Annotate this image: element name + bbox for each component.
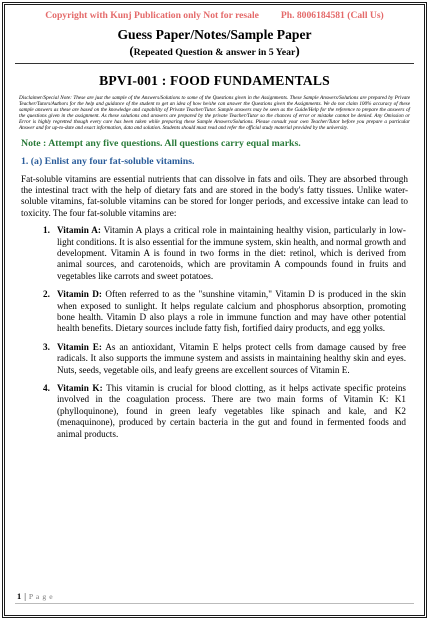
vitamin-list xyxy=(15,225,414,440)
vitamin-name: Vitamin E: xyxy=(57,341,102,352)
list-item xyxy=(43,289,406,335)
vitamin-description: Often referred to as the "sunshine vitamin," Vitamin D is produced in the skin when exposed to sunlight. It helps regulate calcium and phosphorus absorption, promoting bone health. Vitamin D also plays a role in immune function and may have other potential health benefits. Dietary sources include fatty fish, fortified dairy products, and egg yolks. xyxy=(57,289,406,334)
answer-intro: Fat-soluble vitamins are essential nutrients that can dissolve in fats and oils. They are absorbed through the intestinal tract with the help of dietary fats and are stored in the body's fatty tissues. Unlike water-soluble vitamins, fat-soluble vitamins can be stored for longer periods, and excessive intake can lead to toxicity. The four fat-soluble vitamins are: xyxy=(21,173,408,218)
list-item xyxy=(43,225,406,282)
repeat-text: Repeated Question & answer in 5 Year xyxy=(133,47,296,58)
list-item-number: 1. xyxy=(43,225,50,236)
repeat-open-paren: ( xyxy=(129,43,134,58)
vitamin-name: Vitamin K: xyxy=(57,383,103,394)
vitamin-name: Vitamin A: xyxy=(57,225,101,236)
list-item-number: 3. xyxy=(43,341,50,352)
repeat-close-paren: ) xyxy=(295,43,300,58)
list-item xyxy=(43,383,406,440)
vitamin-description: Vitamin A plays a critical role in maintaining healthy vision, particularly in low-light conditions. It is also essential for the immune system, skin health, and normal growth and development. Vitamin A is found in two forms in the diet: retinol, which is derived from animal sources, and carotenoids, which are provitamin A compounds found in fruits and vegetables like carrots and sweet potatoes. xyxy=(57,225,406,281)
header-divider xyxy=(15,63,414,64)
question-heading: 1. (a) Enlist any four fat-soluble vitamins. xyxy=(21,155,195,167)
list-item-number: 2. xyxy=(43,289,50,300)
document-page xyxy=(4,4,425,616)
page-footer xyxy=(17,592,414,601)
page-label: P a g e xyxy=(28,592,54,601)
vitamin-name: Vitamin D: xyxy=(57,289,102,300)
document-subtitle: Guess Paper/Notes/Sample Paper xyxy=(117,27,312,42)
footer-divider xyxy=(15,603,414,604)
copyright-banner xyxy=(15,10,414,21)
list-item xyxy=(43,341,406,376)
vitamin-description: As an antioxidant, Vitamin E helps protect cells from damage caused by free radicals. It also supports the immune system and assists in maintaining healthy skin and eyes. Nuts, seeds, vegetable oils, and leafy greens are excellent sources of Vitamin E. xyxy=(57,341,406,375)
copyright-notice: Copyright with Kunj Publication only Not for resale xyxy=(45,10,259,21)
list-item-number: 4. xyxy=(43,383,50,394)
vitamin-description: This vitamin is crucial for blood clotting, as it helps activate specific proteins involved in the coagulation process. There are two main forms of Vitamin K: K1 (phylloquinone), found in green leafy vegetables like spinach and kale, and K2 (menaquinone), produced by certain bacteria in the gut and found in fermented foods and animal products. xyxy=(57,383,406,439)
page-separator: | xyxy=(24,592,26,601)
page-number: 1 xyxy=(17,592,22,601)
instructions-note: Note : Attempt any five questions. All questions carry equal marks. xyxy=(21,137,301,149)
repeat-note xyxy=(15,43,414,59)
course-title: BPVI-001 : FOOD FUNDAMENTALS xyxy=(99,73,330,88)
disclaimer-text: Disclaimer/Special Note: These are just the sample of the Answers/Solutions to some of the Questions given in the Assignments. These Sample Answers/Solutions are prepared by Private Teacher/Tutors/Authors for the help and guidance of the student to get an idea of how he/she can answer the Questions given the Assignments. We do not claim 100% accuracy of these sample answers as these are based on the knowledge and capability of Private Teacher/Tutor. Sample answers may be seen as the Guide/Help for the reference to prepare the answers of the questions given in the assignment. As these solutions and answers are prepared by the private Teacher/Tutor so the chances of error or mistake cannot be denied. Any Omission or Error is highly regretted though every care has been taken while preparing these Sample Answers/Solutions. Please consult your own Teacher/Tutor before you prepare a particular Answer and for up-to-date and exact information, data and solution. Students should must read and refer the official study material provided by the university. xyxy=(19,95,410,132)
phone-contact: Ph. 8006184581 (Call Us) xyxy=(280,10,384,21)
